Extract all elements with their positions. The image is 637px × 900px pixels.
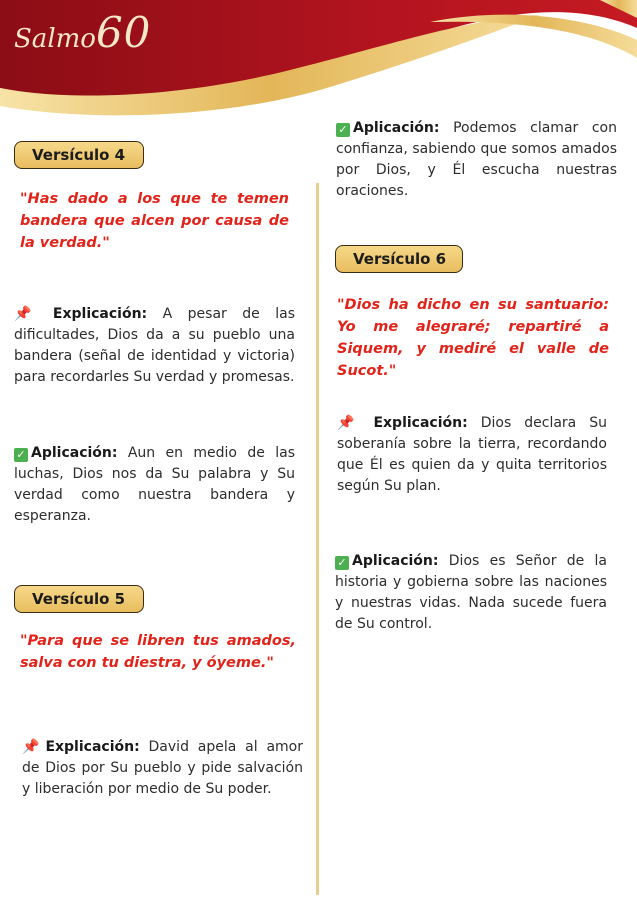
verse-4-application: ✓ Aplicación: Aun en medio de las luchas, Dios nos da Su palabra y Su verdad como nuestra bandera y esperanza. — [14, 445, 296, 524]
verse-5-text: "Para que se libren tus amados, salva con tu diestra, y óyeme." — [20, 633, 296, 671]
check-mark-icon: ✓ — [336, 123, 350, 137]
verse-4-text: "Has dado a los que te temen bandera que alcen por causa de la verdad." — [20, 191, 289, 251]
pushpin-icon: 📌 — [22, 739, 40, 755]
verse-5-application: ✓ Aplicación: Podemos clamar con confianza, sabiendo que somos amados por Dios, y Él escucha nuestras oraciones. — [336, 120, 617, 199]
verse-6-application: ✓ Aplicación: Dios es Señor de la historia y gobierna sobre las naciones y nuestras vidas. Nada sucede fuera de Su control. — [335, 553, 608, 632]
verse-6-explanation: 📌 Explicación: Dios declara Su soberanía sobre la tierra, recordando que Él es quien da y quita territorios según Su plan. — [337, 415, 608, 494]
verse-5-badge: Versículo 5 — [14, 585, 144, 613]
verse-6-text: "Dios ha dicho en su santuario: Yo me alegraré; repartiré a Siquem, y mediré el valle de Sucot." — [337, 297, 609, 379]
check-mark-icon: ✓ — [14, 448, 28, 462]
column-divider — [316, 183, 319, 895]
page-title: Salmo60 — [14, 8, 152, 57]
verse-4-badge: Versículo 4 — [14, 141, 144, 169]
verse-6-badge: Versículo 6 — [335, 245, 463, 273]
pushpin-icon: 📌 — [337, 415, 355, 431]
pushpin-icon: 📌 — [14, 306, 32, 322]
check-mark-icon: ✓ — [335, 556, 349, 570]
verse-5-explanation: 📌 Explicación: David apela al amor de Dios por Su pueblo y pide salvación y liberación por medio de Su poder. — [22, 739, 304, 797]
verse-4-explanation: 📌 Explicación: A pesar de las dificultades, Dios da a su pueblo una bandera (señal de identidad y victoria) para recordarles Su verdad y promesas. — [14, 306, 295, 385]
